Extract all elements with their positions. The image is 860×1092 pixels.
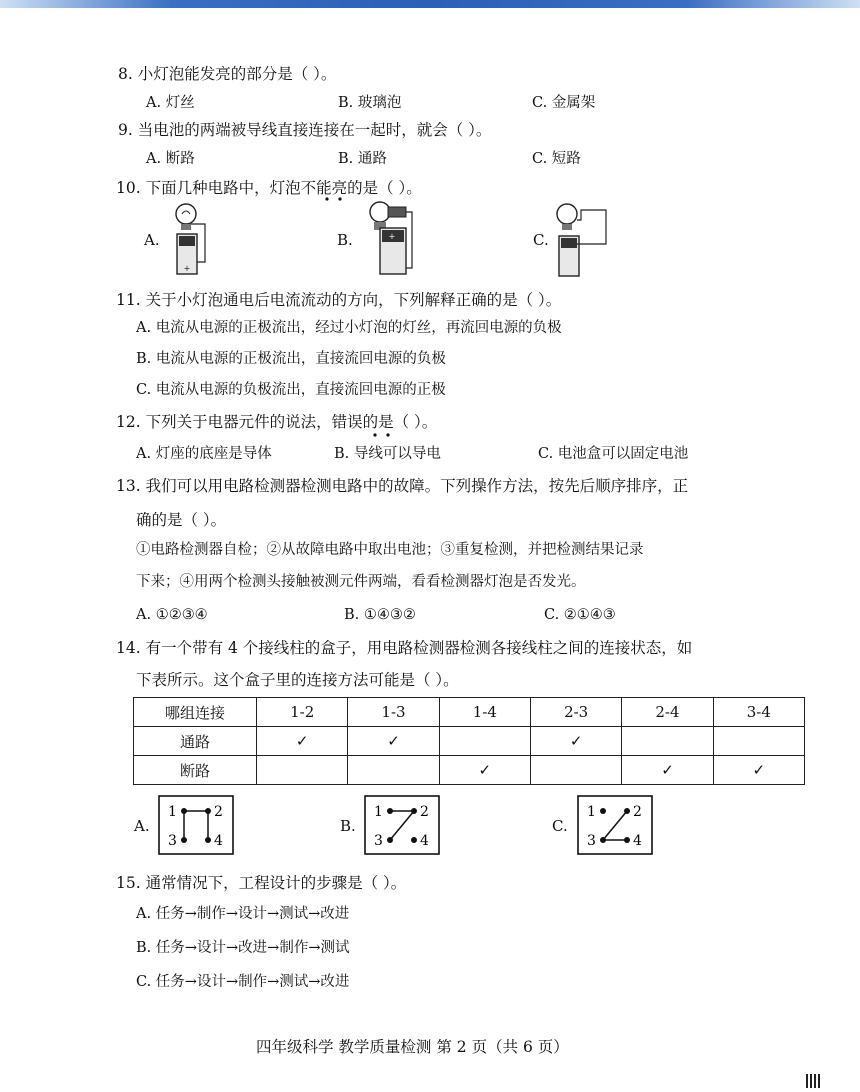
circuit-a-diagram bbox=[163, 200, 213, 275]
table-header-cell: 哪组连接 bbox=[134, 698, 257, 727]
question-10-option-c: C. bbox=[533, 231, 549, 249]
svg-text:1: 1 bbox=[374, 804, 383, 820]
table-cell: ✓ bbox=[713, 756, 804, 785]
table-cell bbox=[530, 756, 621, 785]
table-cell bbox=[257, 756, 348, 785]
question-11-option-b: B. 电流从电源的正极流出，直接流回电源的负极 bbox=[136, 351, 446, 367]
table-row bbox=[134, 727, 805, 756]
table-header-cell: 1-3 bbox=[348, 698, 439, 727]
question-14-stem-line2: 下表所示。这个盒子里的连接方法可能是（ ）。 bbox=[136, 671, 459, 689]
svg-text:4: 4 bbox=[633, 833, 642, 849]
page-footer: 四年级科学 教学质量检测 第 2 页（共 6 页） bbox=[256, 1038, 569, 1056]
table-cell bbox=[348, 756, 439, 785]
question-9-stem: 9. 当电池的两端被导线直接连接在一起时，就会（ ）。 bbox=[118, 121, 492, 139]
question-13-option-a: A. ①②③④ bbox=[136, 607, 208, 623]
terminal-box-b bbox=[364, 795, 440, 855]
table-cell: ✓ bbox=[257, 727, 348, 756]
question-12-option-b: B. 导线可以导电 bbox=[334, 446, 441, 462]
table-header-cell: 3-4 bbox=[713, 698, 804, 727]
circuit-c-diagram bbox=[553, 200, 613, 275]
question-14-option-c: C. bbox=[552, 817, 568, 835]
question-14-stem-line1: 14. 有一个带有 4 个接线柱的盒子，用电路检测器检测各接线柱之间的连接状态，如 bbox=[116, 639, 693, 657]
question-8-option-b: B. 玻璃泡 bbox=[338, 95, 402, 111]
table-cell bbox=[439, 727, 530, 756]
question-11-stem: 11. 关于小灯泡通电后电流流动的方向，下列解释正确的是（ ）。 bbox=[116, 291, 562, 309]
question-15-option-a: A. 任务→制作→设计→测试→改进 bbox=[136, 906, 350, 922]
question-13-option-c: C. ②①④③ bbox=[544, 607, 616, 623]
svg-text:+: + bbox=[183, 264, 191, 273]
emphasis-dots bbox=[323, 196, 343, 202]
circuit-b-diagram bbox=[358, 198, 418, 276]
table-header-cell: 2-4 bbox=[622, 698, 713, 727]
question-8-option-a: A. 灯丝 bbox=[146, 95, 195, 111]
connection-status-table bbox=[133, 697, 805, 785]
question-15-option-b: B. 任务→设计→改进→制作→测试 bbox=[136, 940, 350, 956]
question-13-option-b: B. ①④③② bbox=[344, 607, 416, 623]
terminal-box-c bbox=[577, 795, 653, 855]
scan-top-band bbox=[0, 0, 860, 8]
table-cell: ✓ bbox=[348, 727, 439, 756]
question-13-steps-line1: ①电路检测器自检；②从故障电路中取出电池；③重复检测，并把检测结果记录 bbox=[136, 542, 644, 558]
qr-code-icon bbox=[806, 1074, 820, 1088]
question-13-stem-line2: 确的是（ ）。 bbox=[136, 511, 227, 529]
table-header-cell: 1-4 bbox=[439, 698, 530, 727]
row-label: 通路 bbox=[134, 727, 257, 756]
question-9-option-b: B. 通路 bbox=[338, 151, 387, 167]
question-13-steps-line2: 下来；④用两个检测头接触被测元件两端，看看检测器灯泡是否发光。 bbox=[136, 574, 586, 590]
svg-text:1: 1 bbox=[587, 804, 596, 820]
table-cell: ✓ bbox=[622, 756, 713, 785]
question-15-stem: 15. 通常情况下，工程设计的步骤是（ ）。 bbox=[116, 874, 407, 892]
question-13-stem-line1: 13. 我们可以用电路检测器检测电路中的故障。下列操作方法，按先后顺序排序，正 bbox=[116, 477, 689, 495]
table-cell: ✓ bbox=[439, 756, 530, 785]
table-header-row bbox=[134, 698, 805, 727]
question-12-option-c: C. 电池盒可以固定电池 bbox=[538, 446, 689, 462]
emphasis-dots bbox=[371, 432, 391, 438]
table-cell bbox=[622, 727, 713, 756]
svg-text:2: 2 bbox=[633, 804, 642, 820]
question-15-option-c: C. 任务→设计→制作→测试→改进 bbox=[136, 974, 350, 990]
question-9-option-a: A. 断路 bbox=[146, 151, 195, 167]
table-header-cell: 1-2 bbox=[257, 698, 348, 727]
svg-text:3: 3 bbox=[374, 833, 383, 849]
table-header-cell: 2-3 bbox=[530, 698, 621, 727]
svg-text:1: 1 bbox=[168, 804, 177, 820]
question-11-option-c: C. 电流从电源的负极流出，直接流回电源的正极 bbox=[136, 382, 446, 398]
question-14-option-a: A. bbox=[134, 817, 150, 835]
table-cell: ✓ bbox=[530, 727, 621, 756]
question-11-option-a: A. 电流从电源的正极流出，经过小灯泡的灯丝，再流回电源的负极 bbox=[136, 320, 562, 336]
svg-text:3: 3 bbox=[587, 833, 596, 849]
svg-text:4: 4 bbox=[214, 833, 223, 849]
svg-text:3: 3 bbox=[168, 833, 177, 849]
row-label: 断路 bbox=[134, 756, 257, 785]
svg-text:2: 2 bbox=[420, 804, 429, 820]
svg-text:4: 4 bbox=[420, 833, 429, 849]
table-cell bbox=[713, 727, 804, 756]
question-12-option-a: A. 灯座的底座是导体 bbox=[136, 446, 272, 462]
question-12-stem: 12. 下列关于电器元件的说法，错误的是（ ）。 bbox=[116, 413, 438, 431]
question-10-option-a: A. bbox=[144, 231, 160, 249]
svg-text:2: 2 bbox=[214, 804, 223, 820]
question-8-option-c: C. 金属架 bbox=[532, 95, 596, 111]
question-8-stem: 8. 小灯泡能发亮的部分是（ ）。 bbox=[118, 65, 337, 83]
question-14-option-b: B. bbox=[340, 817, 356, 835]
svg-text:+: + bbox=[388, 232, 396, 241]
table-row bbox=[134, 756, 805, 785]
question-10-option-b: B. bbox=[337, 231, 353, 249]
question-10-stem: 10. 下面几种电路中，灯泡不能亮的是（ ）。 bbox=[116, 179, 422, 197]
question-9-option-c: C. 短路 bbox=[532, 151, 581, 167]
terminal-box-a bbox=[158, 795, 234, 855]
